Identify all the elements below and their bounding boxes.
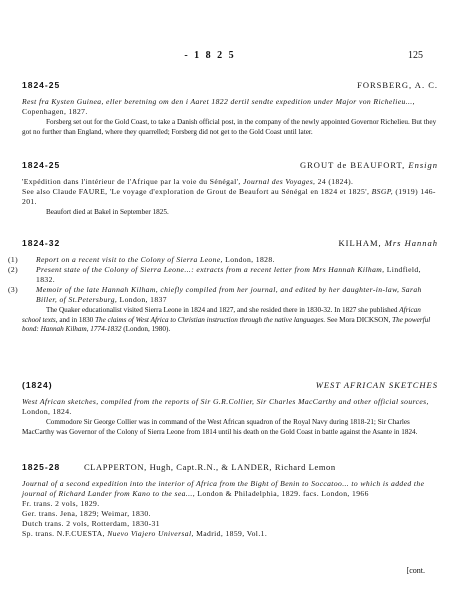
entry-head	[22, 160, 438, 172]
entry-forsberg	[22, 80, 438, 137]
entry-note: Commodore Sir George Collier was in command of the West African squadron of the Royal Navy during 1818-21; Sir Charles MacCarthy was Governor of the Colony of Sierra Leone from 1814 until his death on the Gold Coast in battle against the Asante in 1824.	[22, 418, 418, 436]
entry-west-african-sketches	[22, 380, 438, 437]
entry-head	[22, 238, 438, 250]
list-item: Ger. trans. Jena, 1829; Weimar, 1830.	[22, 509, 151, 518]
entry-author: CLAPPERTON, Hugh, Capt.R.N., & LANDER, Richard Lemon	[84, 462, 336, 472]
list-item: Fr. trans. 2 vols, 1829.	[22, 499, 100, 508]
list-item: (3) Memoir of the late Hannah Kilham, chiefly compiled from her journal, and edited by her daughter-in-law, Sarah Biller, of St.Petersburg, London, 1837	[8, 285, 422, 304]
entry-author: GROUT de BEAUFORT, Ensign	[300, 160, 438, 170]
entry-note: Beaufort died at Bakel in September 1825.	[46, 208, 169, 216]
entry-dates: 1824-25	[22, 160, 61, 170]
entry-note: Forsberg set out for the Gold Coast, to take a Danish official post, in the company of the newly appointed Governor Richelieu. But they got no further than England, where they quarrelled; Forsberg did not get to the Gold Coast until later.	[22, 118, 437, 136]
entry-author: KILHAM, Mrs Hannah	[338, 238, 438, 248]
running-head-year: - 1 8 2 5	[184, 50, 236, 61]
page-number: 125	[408, 50, 423, 61]
entry-kilham	[8, 238, 438, 335]
entry-see-also: See also Claude FAURE, 'Le voyage d'exploration de Grout de Beaufort au Sénégal en 1824 et 1825', BSGP, (1919) 146-201.	[22, 187, 436, 206]
entry-clapperton-lander	[22, 462, 438, 539]
entry-head	[22, 462, 438, 474]
list-item: Dutch trans. 2 vols, Rotterdam, 1830-31	[22, 519, 160, 528]
entry-head	[22, 80, 438, 92]
entry-imprint: , Copenhagen, 1827.	[22, 97, 415, 116]
list-item: Sp. trans. N.F.CUESTA, Nuevo Viajero Universal, Madrid, 1859, Vol.1.	[22, 529, 268, 538]
entry-title: Rest fra Kysten Guinea, eller beretning om den i Aaret 1822 dertil sendte expedition under Major von Richelieu...	[22, 97, 413, 106]
translation-list	[22, 499, 438, 539]
entry-note: The Quaker educationalist visited Sierra Leone in 1824 and 1827, and she resided there in 1830-32. In 1827 she published African school texts, and in 1830 The claims of West Africa to Christian instruction through the native languages. See Mora DICKSON, The powerful bond: Hannah Kilham, 1774-1832 (London, 1980).	[22, 306, 431, 334]
entry-grout-de-beaufort	[22, 160, 438, 218]
entry-dates: 1824-32	[22, 238, 61, 248]
entry-dates: (1824)	[22, 380, 53, 390]
entry-dates: 1825-28	[22, 462, 61, 472]
entry-author: FORSBERG, A. C.	[357, 80, 438, 90]
entry-head	[22, 380, 438, 392]
list-item: (1) Report on a recent visit to the Colony of Sierra Leone, London, 1828.	[8, 255, 275, 264]
entry-dates: 1824-25	[22, 80, 61, 90]
entry-author: WEST AFRICAN SKETCHES	[315, 380, 438, 390]
list-item: (2) Present state of the Colony of Sierra Leone...: extracts from a recent letter from Mrs Hannah Kilham, Lindfield, 1832.	[8, 265, 421, 284]
entry-citation: West African sketches, compiled from the reports of Sir G.R.Collier, Sir Charles MacCarthy and other official sources, London, 1824.	[22, 397, 429, 416]
entry-citation: 'Expédition dans l'intérieur de l'Afrique par la voie du Sénégal', Journal des Voyages, 24 (1824).	[22, 177, 354, 186]
entry-citation-list	[8, 255, 438, 305]
entry-citation	[22, 97, 438, 117]
entry-citation: Journal of a second expedition into the interior of Africa from the Bight of Benin to Soccatoo... to which is added the journal of Richard Lander from Kano to the sea..., London & Philadelphia, 1829. facs. London, 1966	[22, 479, 425, 498]
continued-marker: [cont.	[406, 566, 425, 575]
